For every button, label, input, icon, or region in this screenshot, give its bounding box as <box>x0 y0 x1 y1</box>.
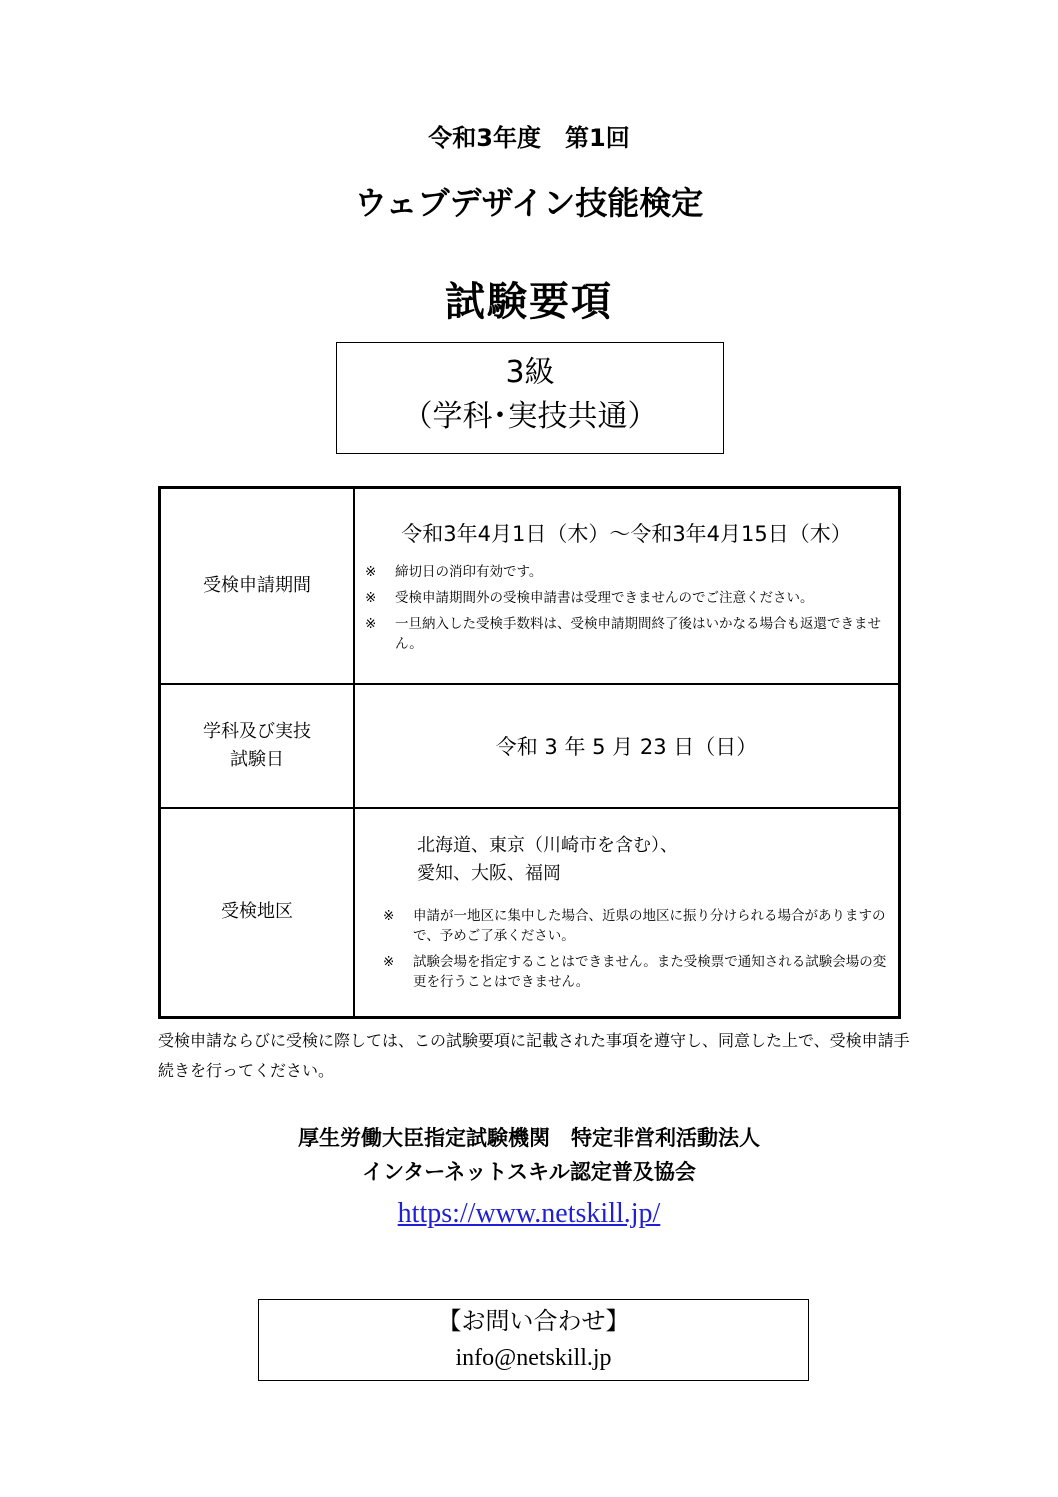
application-note <box>365 588 888 608</box>
region-label: 受検地区 <box>160 808 355 1018</box>
exam-date-cell <box>354 684 900 808</box>
organization-line2: インターネットスキル認定普及協会 <box>362 1160 696 1184</box>
exam-date-label <box>160 684 355 808</box>
note-mark: ※ <box>383 908 395 925</box>
grade-box <box>336 342 724 454</box>
application-period-cell <box>354 488 900 684</box>
contact-box <box>258 1299 809 1381</box>
exam-info-table <box>158 486 901 1019</box>
note-text: 試験会場を指定することはできません。また受検票で通知される試験会場の変更を行うことはできません。 <box>413 954 887 991</box>
region-note <box>365 906 888 946</box>
grade-level: 3級 <box>505 355 555 390</box>
note-text: 受検申請期間外の受検申請書は受理できませんのでご注意ください。 <box>395 589 814 606</box>
note-mark: ※ <box>365 615 377 632</box>
application-note <box>365 562 888 582</box>
table-row-region <box>160 808 900 1018</box>
exam-name-heading: ウェブデザイン技能検定 <box>354 184 704 222</box>
region-note <box>365 952 888 992</box>
application-period-label: 受検申請期間 <box>160 488 355 684</box>
region-areas-line2: 愛知、大阪、福岡 <box>417 863 561 885</box>
exam-date-label-line1: 学科及び実技 <box>203 720 311 742</box>
note-text: 申請が一地区に集中した場合、近県の地区に振り分けられる場合がありますので、予めご了承ください。 <box>413 908 886 945</box>
table-row-application <box>160 488 900 684</box>
region-cell <box>354 808 900 1018</box>
application-note <box>365 614 888 654</box>
grade-scope: （学科･実技共通） <box>402 399 658 434</box>
note-mark: ※ <box>383 954 395 971</box>
exam-date-label-line2: 試験日 <box>230 748 284 770</box>
document-title: 試験要項 <box>445 279 613 325</box>
website-link[interactable]: https://www.netskill.jp/ <box>397 1198 661 1229</box>
exam-date-value: 令和 3 年 5 月 23 日（日） <box>495 734 758 759</box>
region-areas-line1: 北海道、東京（川崎市を含む）、 <box>417 835 678 857</box>
region-areas <box>365 832 888 888</box>
year-round-heading: 令和3年度 第1回 <box>428 124 630 152</box>
note-text: 一旦納入した受検手数料は、受検申請期間終了後はいかなる場合も返還できません。 <box>395 615 881 652</box>
consent-text: 受検申請ならびに受検に際しては、この試験要項に記載された事項を遵守し、同意した上で、受検申請手続きを行ってください。 <box>158 1031 910 1080</box>
note-mark: ※ <box>365 589 377 606</box>
contact-email[interactable]: info@netskill.jp <box>455 1345 612 1371</box>
note-mark: ※ <box>365 563 377 580</box>
note-text: 締切日の消印有効です。 <box>395 563 543 580</box>
table-row-exam-date <box>160 684 900 808</box>
contact-heading: 【お問い合わせ】 <box>437 1309 630 1335</box>
application-period-dates: 令和3年4月1日（木）～令和3年4月15日（木） <box>401 521 852 546</box>
organization-line1: 厚生労働大臣指定試験機関 特定非営利活動法人 <box>298 1126 760 1150</box>
